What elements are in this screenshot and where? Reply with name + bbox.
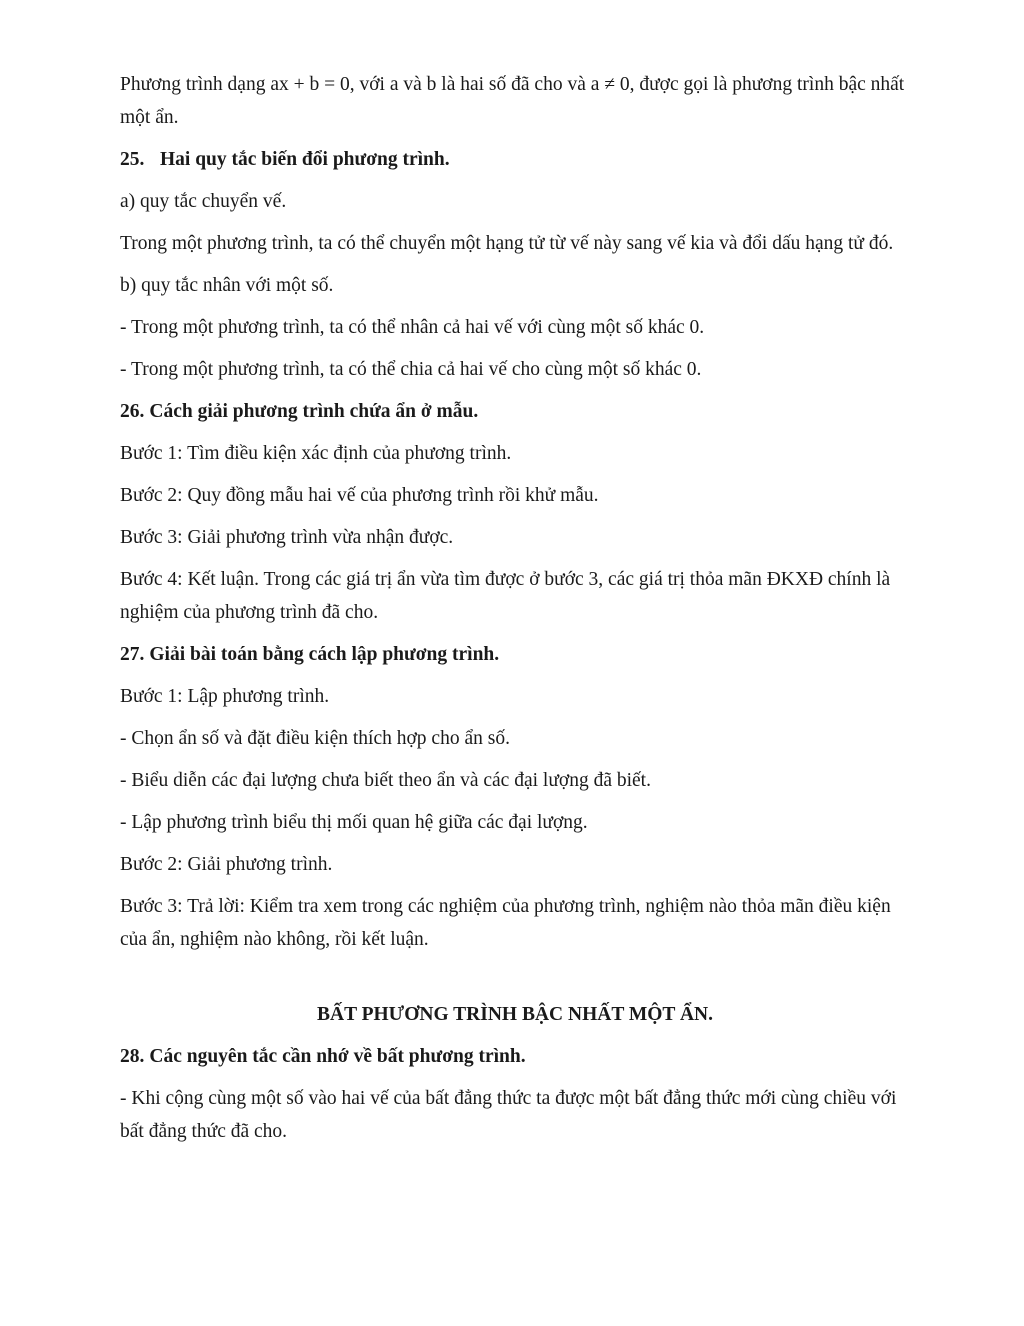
section-26-step-3: Bước 3: Giải phương trình vừa nhận được. xyxy=(120,527,454,548)
section-27-heading xyxy=(120,638,910,671)
section-25-b-item-1: - Trong một phương trình, ta có thể nhân cả hai vế với cùng một số khác 0. xyxy=(120,317,705,338)
section-25-a-label: a) quy tắc chuyển vế. xyxy=(120,191,287,212)
section-28-number: 28. xyxy=(120,1046,145,1067)
section-26-number: 26. xyxy=(120,401,145,422)
section-25-number: 25. xyxy=(120,149,145,170)
section-25-a-text: Trong một phương trình, ta có thể chuyển một hạng tử từ vế này sang vế kia và đổi dấu hạng tử đó. xyxy=(120,233,894,254)
section-27-number: 27. xyxy=(120,644,145,665)
document-page xyxy=(120,68,910,1157)
section-27-step-1: Bước 1: Lập phương trình. xyxy=(120,686,330,707)
section-25-title: Hai quy tắc biến đổi phương trình. xyxy=(160,149,450,170)
section-26-step-1: Bước 1: Tìm điều kiện xác định của phương trình. xyxy=(120,443,512,464)
section-25-b-label: b) quy tắc nhân với một số. xyxy=(120,275,334,296)
section-27-item-1: - Chọn ẩn số và đặt điều kiện thích hợp cho ẩn số. xyxy=(120,728,510,749)
chapter-title: BẤT PHƯƠNG TRÌNH BẬC NHẤT MỘT ẨN. xyxy=(316,1004,713,1025)
intro-paragraph: Phương trình dạng ax + b = 0, với a và b là hai số đã cho và a ≠ 0, được gọi là phương trình bậc nhất một ẩn. xyxy=(120,74,905,128)
section-27-title: Giải bài toán bằng cách lập phương trình. xyxy=(149,644,500,665)
section-25-heading xyxy=(120,143,910,176)
section-27-item-3: - Lập phương trình biểu thị mối quan hệ giữa các đại lượng. xyxy=(120,812,588,833)
section-28-title: Các nguyên tắc cần nhớ về bất phương trình. xyxy=(149,1046,526,1067)
section-27-step-3: Bước 3: Trả lời: Kiểm tra xem trong các nghiệm của phương trình, nghiệm nào thỏa mãn điều kiện của ẩn, nghiệm nào không, rồi kết luận. xyxy=(120,896,891,950)
section-26-step-4: Bước 4: Kết luận. Trong các giá trị ẩn vừa tìm được ở bước 3, các giá trị thỏa mãn ĐKXĐ chính là nghiệm của phương trình đã cho. xyxy=(120,569,891,623)
section-28-heading xyxy=(120,1040,910,1073)
section-26-heading xyxy=(120,395,910,428)
section-26-step-2: Bước 2: Quy đồng mẫu hai vế của phương trình rồi khử mẫu. xyxy=(120,485,599,506)
section-25-b-item-2: - Trong một phương trình, ta có thể chia cả hai vế cho cùng một số khác 0. xyxy=(120,359,702,380)
section-27-item-2: - Biểu diễn các đại lượng chưa biết theo ẩn và các đại lượng đã biết. xyxy=(120,770,651,791)
section-27-step-2: Bước 2: Giải phương trình. xyxy=(120,854,333,875)
section-28-item-1: - Khi cộng cùng một số vào hai vế của bất đẳng thức ta được một bất đẳng thức mới cùng chiều với bất đẳng thức đã cho. xyxy=(120,1088,897,1142)
section-26-title: Cách giải phương trình chứa ẩn ở mẫu. xyxy=(149,401,479,422)
